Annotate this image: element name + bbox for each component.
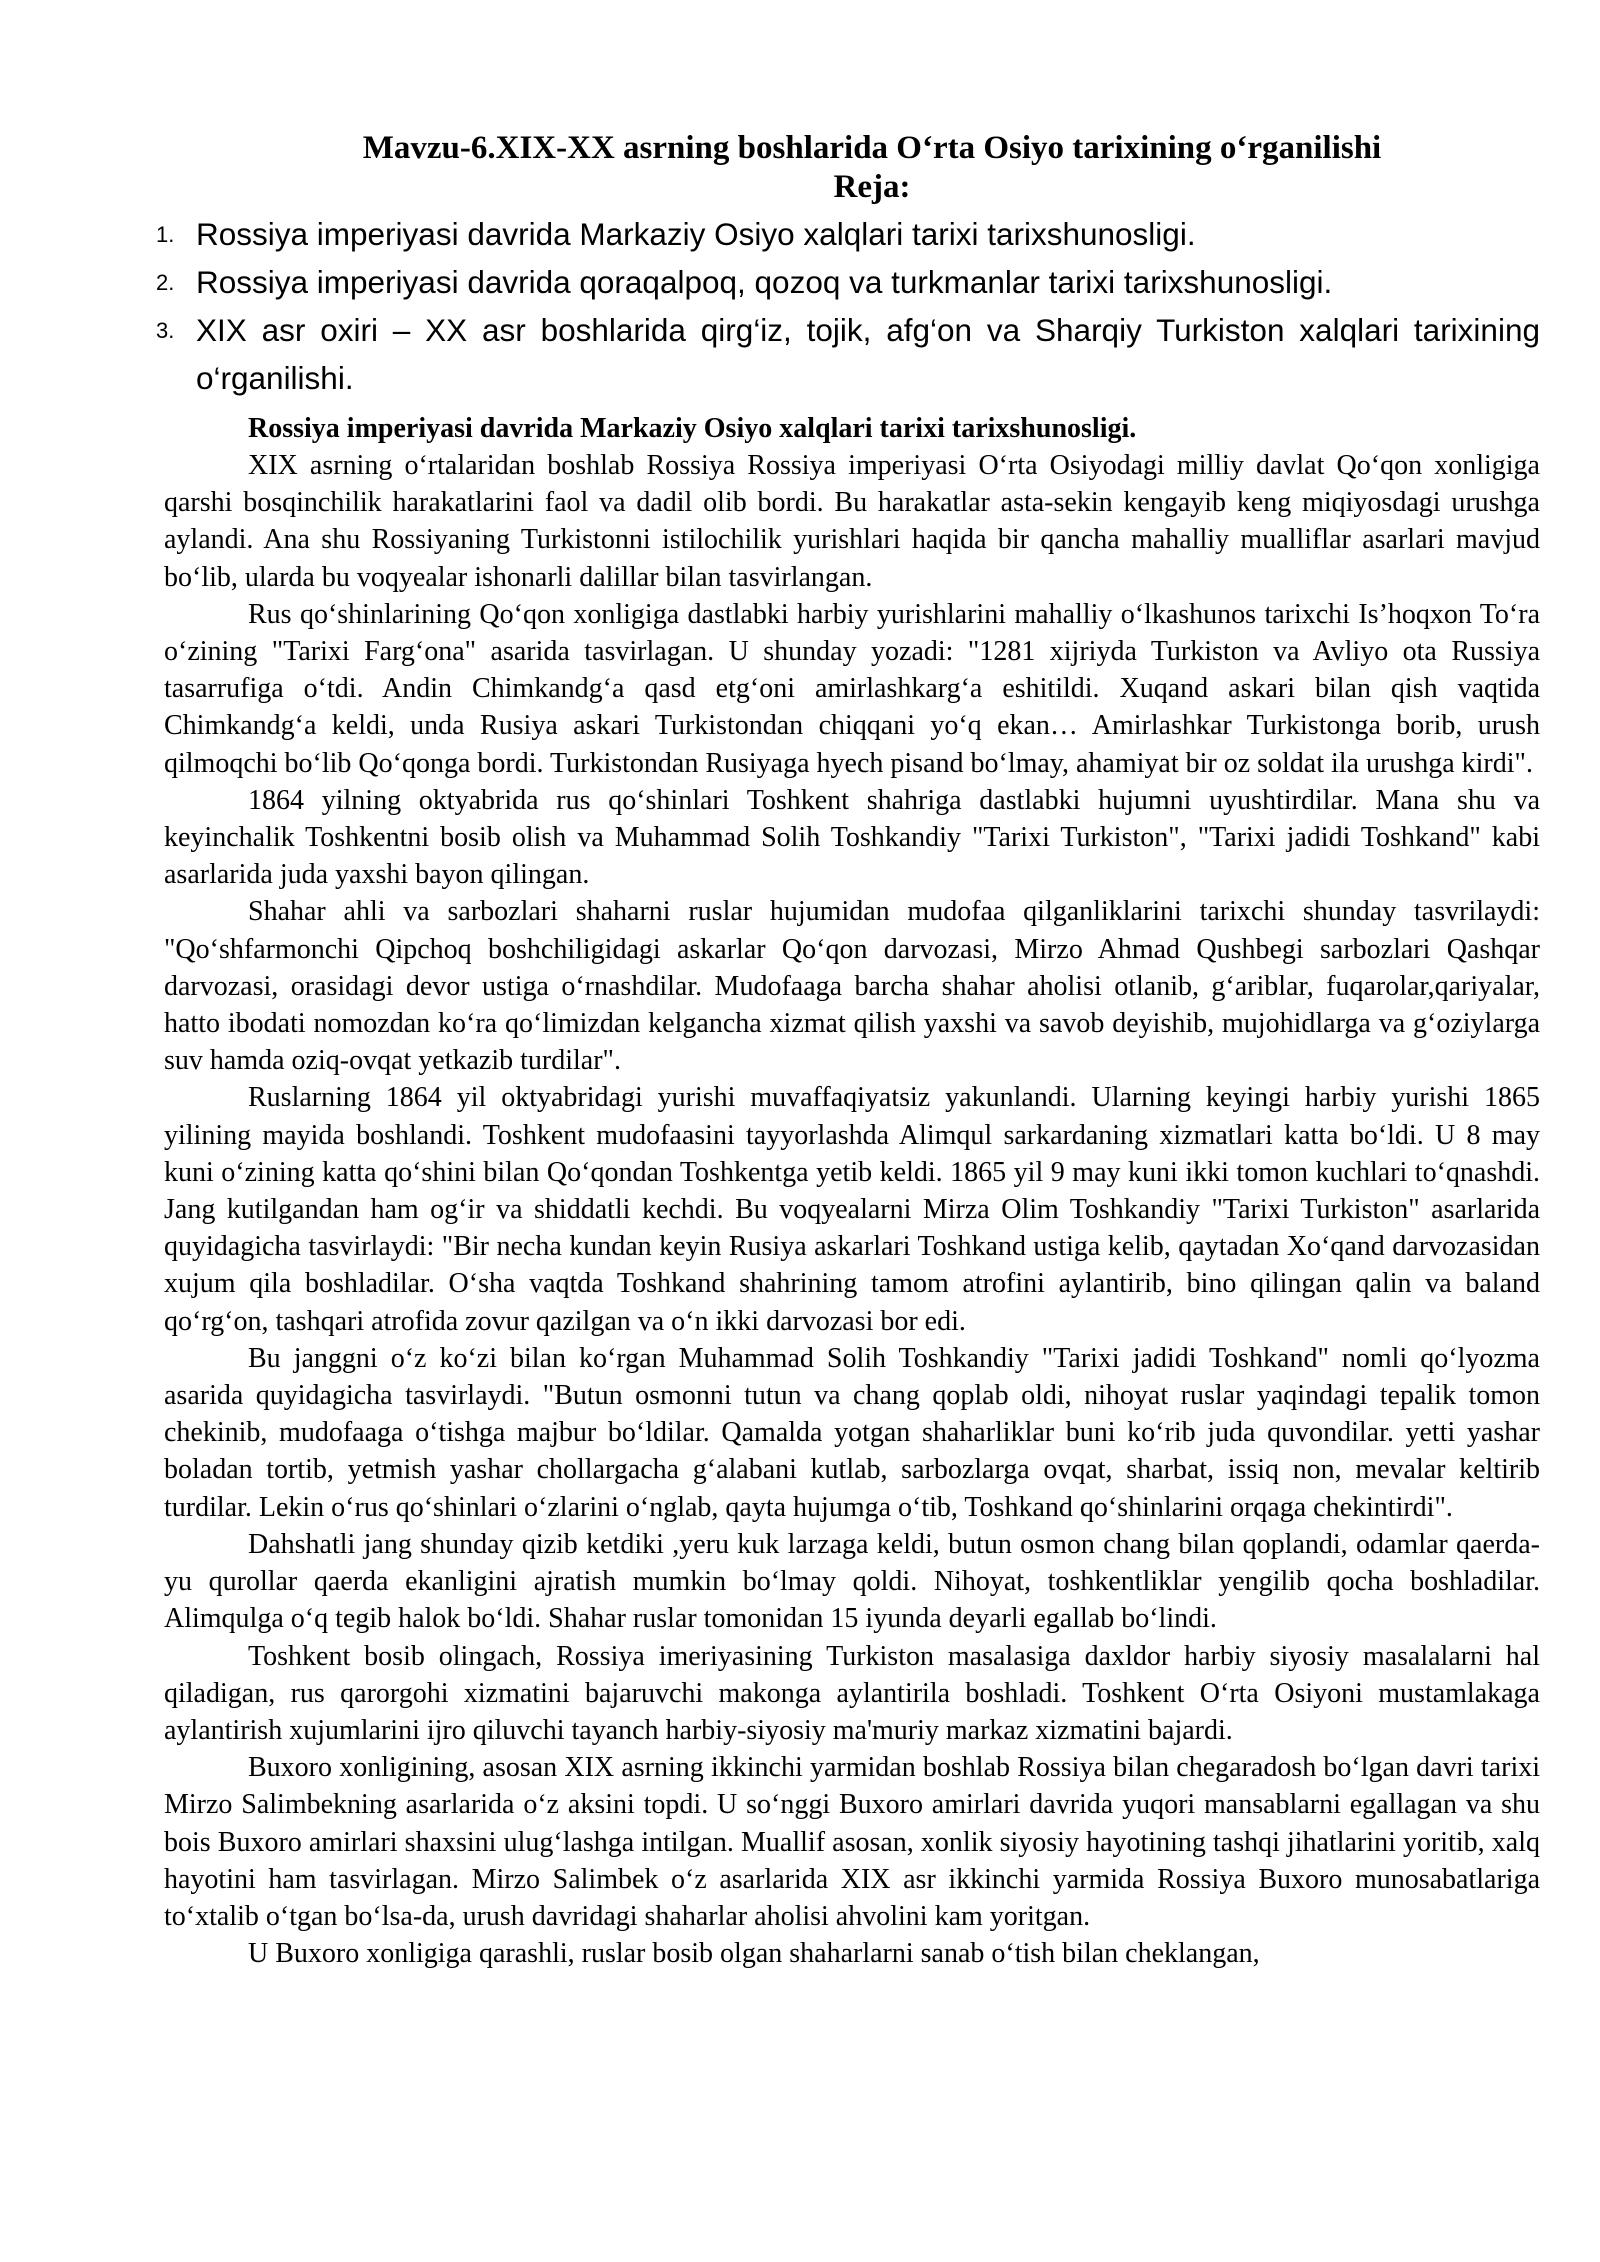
body-paragraph: XIX asrning o‘rtalaridan boshlab Rossiya Rossiya imperiyasi O‘rta Osiyodagi milliy davlat Qo‘qon xonligiga qarshi bosqinchilik harakatlarini faol va dadil olib bordi. Bu harakatlar asta-sekin kengayib keng miqiyosdagi urushga aylandi. Ana shu Rossiyaning Turkistonni istilochilik yurishlari haqida bir qancha mahalliy mualliflar asarlari mavjud bo‘lib, ularda bu voqyealar ishonarli dalillar bilan tasvirlangan. <box>164 450 1540 593</box>
body-paragraph: Ruslarning 1864 yil oktyabridagi yurishi muvaffaqiyatsiz yakunlandi. Ularning keyingi harbiy yurishi 1865 yilining mayida boshlandi. Toshkent mudofaasini tayyorlashda Alimqul sarkardaning xizmatlari katta bo‘ldi. U 8 may kuni o‘zining katta qo‘shini bilan Qo‘qondan Toshkentga yetib keldi. 1865 yil 9 may kuni ikki tomon kuchlari to‘qnashdi. Jang kutilgandan ham og‘ir va shiddatli kechdi. Bu voqyealarni Mirza Olim Toshkandiy "Tarixi Turkiston" asarlarida quyidagicha tasvirlaydi: "Bir necha kundan keyin Rusiya askarlari Toshkand ustiga kelib, qaytadan Xo‘qand darvozasidan xujum qila boshladilar. O‘sha vaqtda Toshkand shahrining tamom atrofini aylantirib, bino qilingan qalin va baland qo‘rg‘on, tashqari atrofida zovur qazilgan va o‘n ikki darvozasi bor edi. <box>164 1082 1540 1337</box>
plan-item-text: Rossiya imperiyasi davrida qoraqalpoq, qozoq va turkmanlar tarixi tarixshunosligi. <box>196 264 1333 300</box>
plan-item-number: 3. <box>156 318 175 343</box>
body-paragraph: Toshkent bosib olingach, Rossiya imeriyasining Turkiston masalasiga daxldor harbiy siyosiy masalalarni hal qiladigan, rus qarorgohi xizmatini bajaruvchi makonga aylantirila boshladi. Toshkent O‘rta Osiyoni mustamlakaga aylantirish xujumlarini ijro qiluvchi tayanch harbiy-siyosiy ma'muriy markaz xizmatini bajardi. <box>164 1640 1540 1746</box>
plan-item <box>156 210 1540 258</box>
body-paragraph: U Buxoro xonligiga qarashli, ruslar bosib olgan shaharlarni sanab o‘tish bilan cheklangan, <box>248 1938 1260 1970</box>
body-paragraph: Bu janggni o‘z ko‘zi bilan ko‘rgan Muhammad Solih Toshkandiy "Tarixi jadidi Toshkand" nomli qo‘lyozma asarida quyidagicha tasvirlaydi. "Butun osmonni tutun va chang qoplab oldi, nihoyat ruslar yaqindagi tepalik tomon chekinib, mudofaaga o‘tishga majbur bo‘ldilar. Qamalda yotgan shaharliklar buni ko‘rib juda quvondilar. yetti yashar boladan tortib, yetmish yashar chollargacha g‘alabani kutlab, sarbozlarga ovqat, sharbat, issiq non, mevalar keltirib turdilar. Lekin o‘rus qo‘shinlari o‘zlarini o‘nglab, qayta hujumga o‘tib, Toshkand qo‘shinlarini orqaga chekintirdi". <box>164 1342 1540 1523</box>
body-paragraph: Rus qo‘shinlarining Qo‘qon xonligiga dastlabki harbiy yurishlarini mahalliy o‘lkashunos tarixchi Is’hoqxon To‘ra o‘zining "Tarixi Farg‘ona" asarida tasvirlagan. U shunday yozadi: "1281 xijriyda Turkiston va Avliyo ota Russiya tasarrufiga o‘tdi. Andin Chimkandg‘a qasd etg‘oni amirlashkarg‘a eshitildi. Xuqand askari bilan qish vaqtida Chimkandg‘a keldi, unda Rusiya askari Turkistondan chiqqani yo‘q ekan… Amirlashkar Turkistonga borib, urush qilmoqchi bo‘lib Qo‘qonga bordi. Turkistondan Rusiyaga hyech pisand bo‘lmay, ahamiyat bir oz soldat ila urushga kirdi". <box>164 598 1540 779</box>
body-paragraph: Dahshatli jang shunday qizib ketdiki ,yeru kuk larzaga keldi, butun osmon chang bilan qoplandi, odamlar qaerda-yu qurollar qaerda ekanligini ajratish mumkin bo‘lmay qoldi. Nihoyat, toshkentliklar yengilib qocha boshladilar. Alimqulga o‘q tegib halok bo‘ldi. Shahar ruslar tomonidan 15 iyunda deyarli egallab bo‘lindi. <box>164 1528 1540 1635</box>
plan-item-number: 2. <box>156 270 175 295</box>
plan-item <box>156 258 1540 306</box>
plan-list <box>156 210 1540 402</box>
section-heading: Rossiya imperiyasi davrida Markaziy Osiyo xalqlari tarixi tarixshunosligi. <box>248 413 1137 444</box>
plan-item-number: 1. <box>156 222 175 247</box>
plan-item-text: XIX asr oxiri – XX asr boshlarida qirg‘iz, tojik, afg‘on va Sharqiy Turkiston xalqlari tarixining o‘rganilishi. <box>196 312 1540 396</box>
body-paragraph: Buxoro xonligining, asosan XIX asrning ikkinchi yarmidan boshlab Rossiya bilan chegaradosh bo‘lgan davri tarixi Mirzo Salimbekning asarlarida o‘z aksini topdi. U so‘nggi Buxoro amirlari davrida yuqori mansablarni egallagan va shu bois Buxoro amirlari shaxsini ulug‘lashga intilgan. Muallif asosan, xonlik siyosiy hayotining tashqi jihatlarini yoritib, xalq hayotini ham tasvirlagan. Mirzo Salimbek o‘z asarlarida XIX asr ikkinchi yarmida Rossiya Buxoro munosabatlariga to‘xtalib o‘tgan bo‘lsa-da, urush davridagi shaharlar aholisi ahvolini kam yoritgan. <box>164 1752 1540 1932</box>
plan-heading: Reja: <box>833 169 911 205</box>
document-page <box>156 128 1540 1972</box>
document-title: Mavzu-6.XIX-XX asrning boshlarida O‘rta Osiyo tarixining o‘rganilishi <box>362 130 1382 166</box>
plan-item-text: Rossiya imperiyasi davrida Markaziy Osiyo xalqlari tarixi tarixshunosligi. <box>196 216 1196 252</box>
plan-item <box>156 306 1540 402</box>
body-paragraph: Shahar ahli va sarbozlari shaharni ruslar hujumidan mudofaa qilganliklarini tarixchi shunday tasvrilaydi: "Qo‘shfarmonchi Qipchoq boshchiligidagi askarlar Qo‘qon darvozasi, Mirzo Ahmad Qushbegi sarbozlari Qashqar darvozasi, orasidagi devor ustiga o‘rnashdilar. Mudofaaga barcha shahar aholisi otlanib, g‘ariblar, fuqarolar,qariyalar, hatto ibodati nomozdan ko‘ra qo‘limizdan kelgancha xizmat qilish yaxshi va savob deyishib, mujohidlarga va g‘oziylarga suv hamda oziq-ovqat yetkazib turdilar". <box>164 896 1540 1077</box>
body-paragraph: 1864 yilning oktyabrida rus qo‘shinlari Toshkent shahriga dastlabki hujumni uyushtirdilar. Mana shu va keyinchalik Toshkentni bosib olish va Muhammad Solih Toshkandiy "Tarixi Turkiston", "Tarixi jadidi Toshkand" kabi asarlarida juda yaxshi bayon qilingan. <box>164 784 1540 891</box>
